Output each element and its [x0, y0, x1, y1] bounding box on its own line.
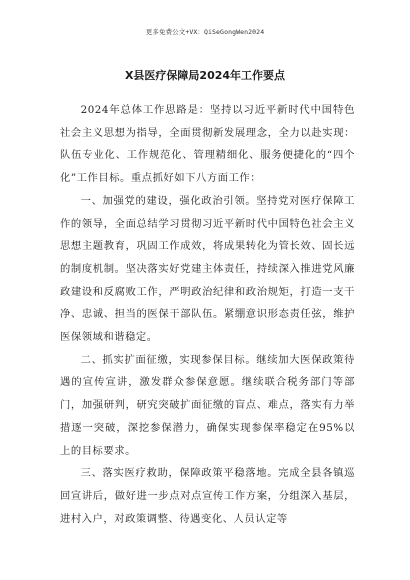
document-body — [60, 99, 355, 530]
paragraph-intro: 2024年总体工作思路是：坚持以习近平新时代中国特色社会主义思想为指导，全面贯彻新发展理念，全力以赴实现：队伍专业化、工作规范化、管理精细化、服务便捷化的“四个化”工作目标。重点抓好如下八方面工作： — [60, 104, 355, 185]
paragraph-section-3: 三、落实医疗救助，保障政策平稳落地。完成全县各镇巡回宣讲后，做好进一步点对点宣传工作方案，分组深入基层，进村入户，对政策调整、待遇变化、人员认定等 — [60, 467, 355, 525]
promo-note: 更多免费公文+VX：QiSeGongWen2024 — [145, 28, 265, 36]
document-title: X县医疗保障局2024年工作要点 — [124, 69, 286, 82]
paragraph-section-1: 一、加强党的建设，强化政治引领。坚持党对医疗保障工作的领导，全面总结学习贯彻习近平新时代中国特色社会主义思想主题教育，巩固工作成效，将成果转化为管长效、固长远的制度机制。坚决落实好党建主体责任，持续深入推进党风廉政建设和反腐败工作，严明政治纪律和政治规矩，打造一支干净、忠诚、担当的医保干部队伍。紧绷意识形态责任弦，维护医保领域和谐稳定。 — [60, 194, 355, 344]
paragraph-section-2: 二、抓实扩面征缴，实现参保目标。继续加大医保政策待遇的宣传宣讲，激发群众参保意愿。继续联合税务部门等部门，加强研判，研究突破扩面征缴的盲点、难点，落实有力举措逐一突破，深挖参保潜力，确保实现参保率稳定在95%以上的目标要求。 — [60, 353, 355, 457]
